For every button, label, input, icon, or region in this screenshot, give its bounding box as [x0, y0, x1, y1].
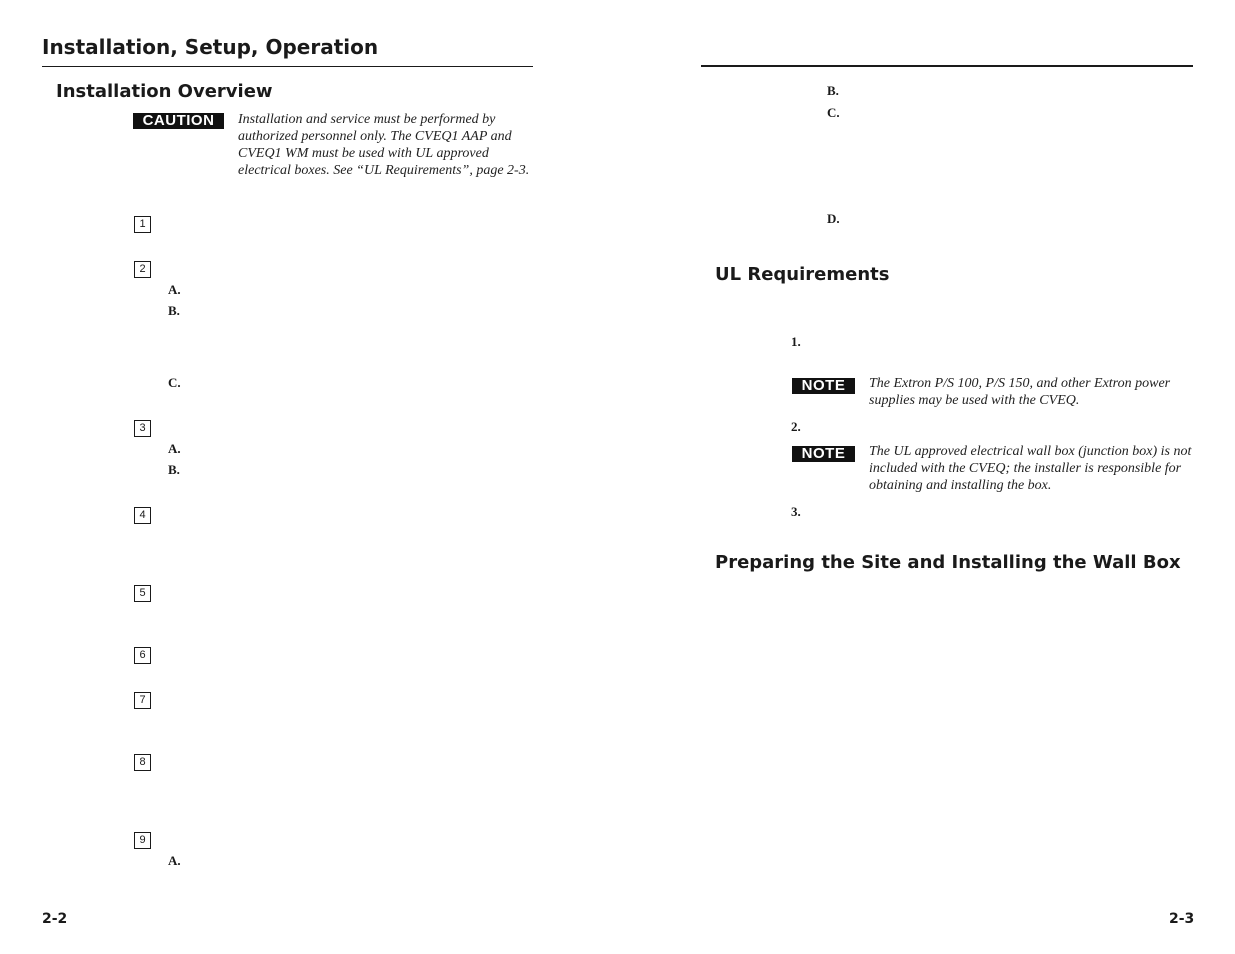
step-number-1: 1 — [134, 216, 151, 233]
section-title-preparing-site: Preparing the Site and Installing the Wall Box — [715, 552, 1181, 573]
step-2-substep-a: A. — [168, 282, 181, 297]
caution-line: authorized personnel only. The CVEQ1 AAP and — [238, 129, 512, 144]
step-number-6: 6 — [134, 647, 151, 664]
step-number-5: 5 — [134, 585, 151, 602]
caution-badge: CAUTION — [133, 113, 224, 129]
step-number-7: 7 — [134, 692, 151, 709]
section-title-ul-requirements: UL Requirements — [715, 264, 890, 285]
step-number-2: 2 — [134, 261, 151, 278]
caution-line: electrical boxes. See “UL Requirements”, page 2-3. — [238, 163, 530, 178]
caution-line: Installation and service must be performed by — [238, 112, 496, 127]
ul-item-2: 2. — [791, 419, 801, 434]
chapter-title: Installation, Setup, Operation — [42, 35, 379, 59]
caution-text — [238, 111, 538, 179]
step-2-substep-b: B. — [168, 303, 180, 318]
section-title-installation-overview: Installation Overview — [56, 81, 273, 102]
step-number-3: 3 — [134, 420, 151, 437]
page-number-right: 2-3 — [1169, 911, 1195, 927]
note-line: obtaining and installing the box. — [869, 478, 1052, 493]
step-number-4: 4 — [134, 507, 151, 524]
ul-item-1: 1. — [791, 334, 801, 349]
continued-substep-d: D. — [827, 211, 840, 226]
note-line: The UL approved electrical wall box (junction box) is not — [869, 444, 1192, 459]
step-2-substep-c: C. — [168, 375, 181, 390]
note-badge-1: NOTE — [792, 378, 855, 394]
note-line: supplies may be used with the CVEQ. — [869, 393, 1080, 408]
ul-item-3: 3. — [791, 504, 801, 519]
continued-substep-c: C. — [827, 105, 840, 120]
step-3-substep-b: B. — [168, 462, 180, 477]
caution-line: CVEQ1 WM must be used with UL approved — [238, 146, 489, 161]
continued-substep-b: B. — [827, 83, 839, 98]
note-badge-2: NOTE — [792, 446, 855, 462]
right-page-rule — [701, 65, 1193, 67]
step-number-9: 9 — [134, 832, 151, 849]
chapter-rule — [42, 66, 533, 67]
step-9-substep-a: A. — [168, 853, 181, 868]
note-line: included with the CVEQ; the installer is responsible for — [869, 461, 1182, 476]
step-number-8: 8 — [134, 754, 151, 771]
page-number-left: 2-2 — [42, 911, 68, 927]
note-line: The Extron P/S 100, P/S 150, and other Extron power — [869, 376, 1171, 391]
step-3-substep-a: A. — [168, 441, 181, 456]
note-text-1 — [869, 375, 1199, 409]
note-text-2 — [869, 443, 1199, 494]
